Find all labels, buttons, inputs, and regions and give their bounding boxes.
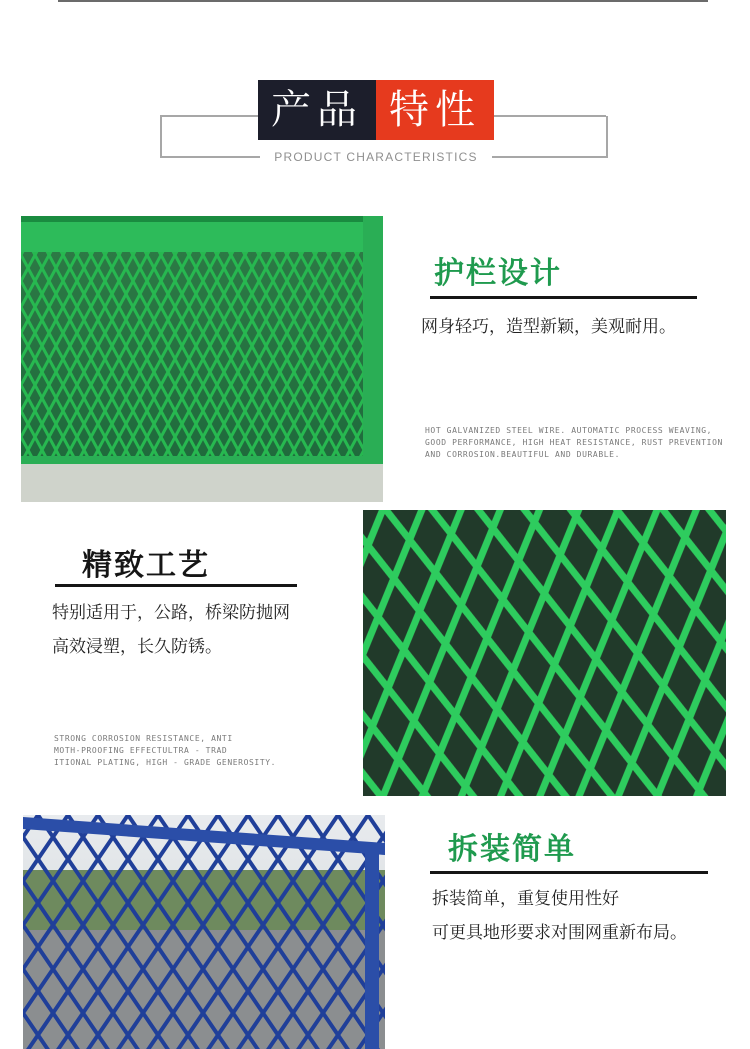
section3-body-line2: 可更具地形要求对围网重新布局。 bbox=[432, 923, 687, 943]
header-title-red: 特性 bbox=[376, 80, 494, 140]
section1-english-line1: HOT GALVANIZED STEEL WIRE. AUTOMATIC PROCESS WEAVING, bbox=[425, 426, 713, 435]
section2-english-line2: MOTH-PROOFING EFFECTULTRA - TRAD bbox=[54, 746, 228, 755]
section1-body-line1: 网身轻巧，造型新颖，美观耐用。 bbox=[421, 317, 676, 337]
header-frame-bottom-right bbox=[492, 156, 606, 158]
header-title-dark: 产品 bbox=[258, 80, 376, 140]
section2-english-line1: STRONG CORROSION RESISTANCE, ANTI bbox=[54, 734, 233, 743]
header-frame-bottom-left bbox=[160, 156, 260, 158]
section2-body-line2: 高效浸塑，长久防锈。 bbox=[52, 637, 222, 657]
section1-english-line3: AND CORROSION.BEAUTIFUL AND DURABLE. bbox=[425, 450, 620, 459]
section1-title-underline bbox=[430, 296, 697, 299]
section1-english-line2: GOOD PERFORMANCE, HIGH HEAT RESISTANCE, RUST PREVENTION bbox=[425, 438, 723, 447]
section2-title-underline bbox=[55, 584, 297, 587]
section3-title-underline bbox=[430, 871, 708, 874]
section2-title: 精致工艺 bbox=[82, 548, 210, 583]
section1-title: 护栏设计 bbox=[434, 256, 562, 291]
top-divider bbox=[58, 0, 708, 2]
section2-english-line3: ITIONAL PLATING, HIGH - GRADE GENEROSITY. bbox=[54, 758, 277, 767]
section3-title: 拆装简单 bbox=[448, 832, 576, 867]
green-mesh-closeup-photo bbox=[363, 510, 726, 796]
header-subtitle: PRODUCT CHARACTERISTICS bbox=[274, 150, 478, 164]
section3-body-line1: 拆装简单，重复使用性好 bbox=[432, 889, 619, 909]
blue-fence-photo bbox=[23, 815, 385, 1049]
section2-body-line1: 特别适用于，公路，桥梁防抛网 bbox=[52, 603, 290, 623]
green-fence-photo bbox=[21, 216, 383, 502]
